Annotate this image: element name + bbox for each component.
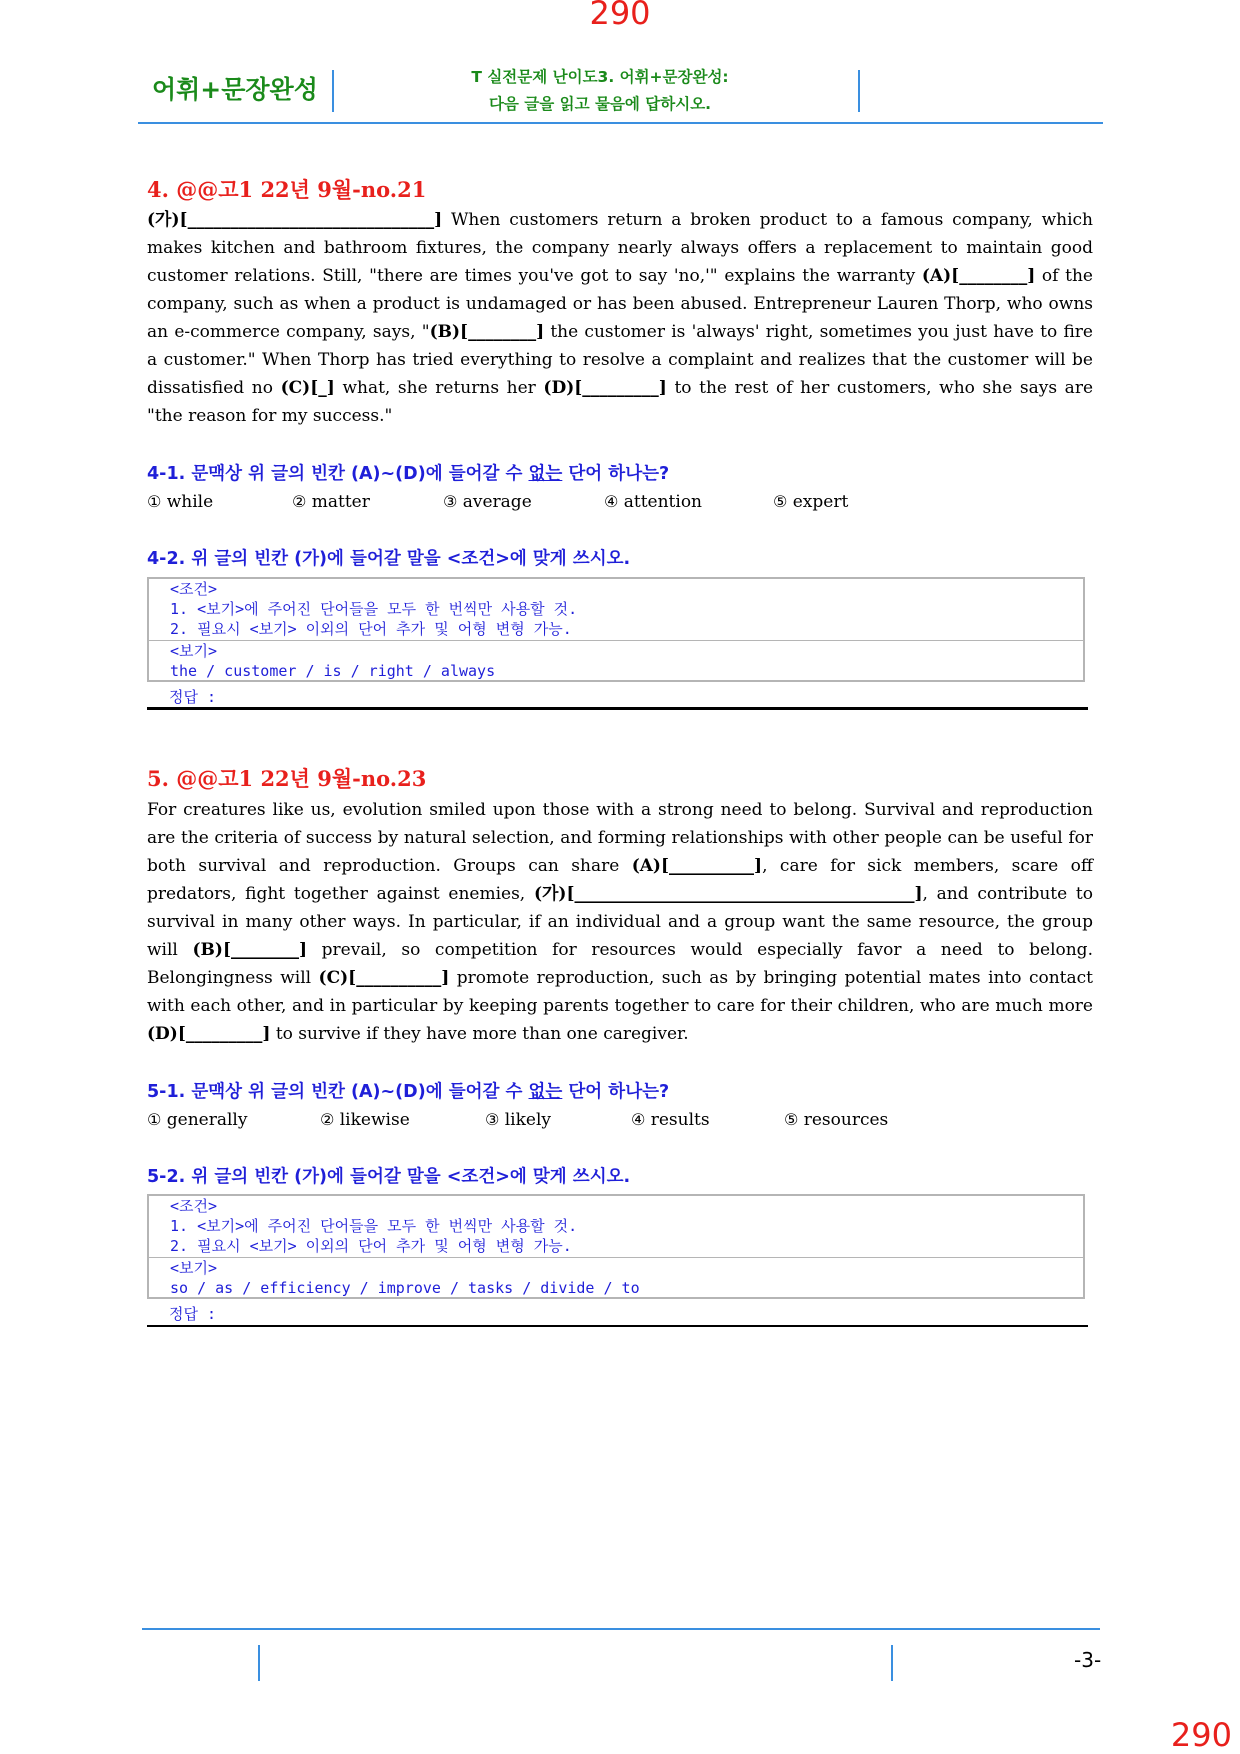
page-number-bottom: 290 [1170, 1716, 1232, 1754]
footer-divider-left [258, 1645, 260, 1681]
q4-option-1: ① while [147, 492, 214, 512]
q5-title: 5. @@고1 22년 9월-no.23 [147, 766, 427, 791]
q4-option-3: ③ average [443, 492, 532, 512]
q5-answer-label: 정답 : [169, 1305, 217, 1323]
q5-option-4: ④ results [631, 1110, 710, 1130]
q5-condition-box [147, 1194, 1085, 1299]
q5-condition-label: <조건> [170, 1197, 218, 1215]
q5-bogi-words: so / as / efficiency / improve / tasks / divide / to [170, 1279, 640, 1297]
q4-2-question: 4-2. 위 글의 빈칸 (가)에 들어갈 말을 <조건>에 맞게 쓰시오. [147, 549, 631, 569]
footer-page-number: -3- [1074, 1648, 1102, 1672]
header-line-2: 다음 글을 읽고 물음에 답하시오. [488, 95, 712, 113]
q5-option-1: ① generally [147, 1110, 248, 1130]
q4-1-question: 4-1. 문맥상 위 글의 빈칸 (A)~(D)에 들어갈 수 없는 단어 하나는? [147, 464, 670, 484]
q4-title: 4. @@고1 22년 9월-no.21 [147, 177, 427, 202]
q4-bogi [149, 641, 1083, 681]
q4-condition-1: 1. <보기>에 주어진 단어들을 모두 한 번씩만 사용할 것. [170, 600, 578, 618]
q5-1-question: 5-1. 문맥상 위 글의 빈칸 (A)~(D)에 들어갈 수 없는 단어 하나는? [147, 1082, 670, 1102]
q5-option-3: ③ likely [485, 1110, 552, 1130]
q5-2-question: 5-2. 위 글의 빈칸 (가)에 들어갈 말을 <조건>에 맞게 쓰시오. [147, 1167, 631, 1187]
header-line-1: T 실전문제 난이도3. 어휘+문장완성: [471, 68, 729, 86]
q4-bogi-label: <보기> [170, 642, 218, 660]
q5-bogi [149, 1258, 1083, 1298]
q4-condition-2: 2. 필요시 <보기> 이외의 단어 추가 및 어형 변형 가능. [170, 620, 572, 638]
q5-condition-1: 1. <보기>에 주어진 단어들을 모두 한 번씩만 사용할 것. [170, 1217, 578, 1235]
q4-passage: (가)[_____________________________] When customers return a broken product to a famous company, which makes kitchen and bathroom fixtures, the company nearly always offers a replacement to maintain good customer relations. Still, "there are times you've got to say 'no,'" explains the warranty (A)[________] of the company, such as when a product is undamaged or has been abused. Entrepreneur Lauren Thorp, who owns an e-commerce company, says, "(B)[________] the customer is 'always' right, sometimes you just have to fire a customer." When Thorp has tried everything to resolve a complaint and realizes that the customer will be dissatisfied no (C)[_] what, she returns her (D)[_________] to the rest of her customers, who she says are "the reason for my success." [147, 210, 1094, 426]
q4-condition-label: <조건> [170, 580, 218, 598]
q5-condition-2: 2. 필요시 <보기> 이외의 단어 추가 및 어형 변형 가능. [170, 1237, 572, 1255]
header-divider-right [858, 70, 860, 112]
q4-option-5: ⑤ expert [773, 492, 849, 512]
q4-conditions [149, 579, 1083, 640]
q4-condition-box [147, 577, 1085, 682]
q4-answer-line[interactable] [147, 686, 1088, 710]
q5-option-5: ⑤ resources [784, 1110, 889, 1130]
page-number-top: 290 [589, 0, 651, 32]
q4-bogi-words: the / customer / is / right / always [170, 662, 496, 680]
header-divider-left [332, 70, 334, 112]
q5-option-2: ② likewise [320, 1110, 410, 1130]
section-title: 어휘+문장완성 [152, 75, 318, 104]
q4-answer-label: 정답 : [169, 688, 217, 706]
footer-rule [142, 1628, 1100, 1630]
footer-divider-right [891, 1645, 893, 1681]
header-instructions [340, 64, 860, 118]
q4-option-2: ② matter [292, 492, 370, 512]
q5-answer-line[interactable] [147, 1303, 1088, 1327]
q4-option-4: ④ attention [604, 492, 703, 512]
q5-conditions [149, 1196, 1083, 1257]
q5-passage: For creatures like us, evolution smiled upon those with a strong need to belong. Survival and reproduction are the criteria of success by natural selection, and forming relationships with other people can be useful for both survival and reproduction. Groups can share (A)[__________], care for sick members, scare off predators, fight together against enemies, (가)[________________________________________], and contribute to survival in many other ways. In particular, if an individual and a group want the same resource, the group will (B)[________] prevail, so competition for resources would especially favor a need to belong. Belongingness will (C)[__________] promote reproduction, such as by bringing potential mates into contact with each other, and in particular by keeping parents together to care for their children, who are much more (D)[_________] to survive if they have more than one caregiver. [147, 800, 1093, 1044]
q5-bogi-label: <보기> [170, 1259, 218, 1277]
header-rule [138, 122, 1103, 124]
